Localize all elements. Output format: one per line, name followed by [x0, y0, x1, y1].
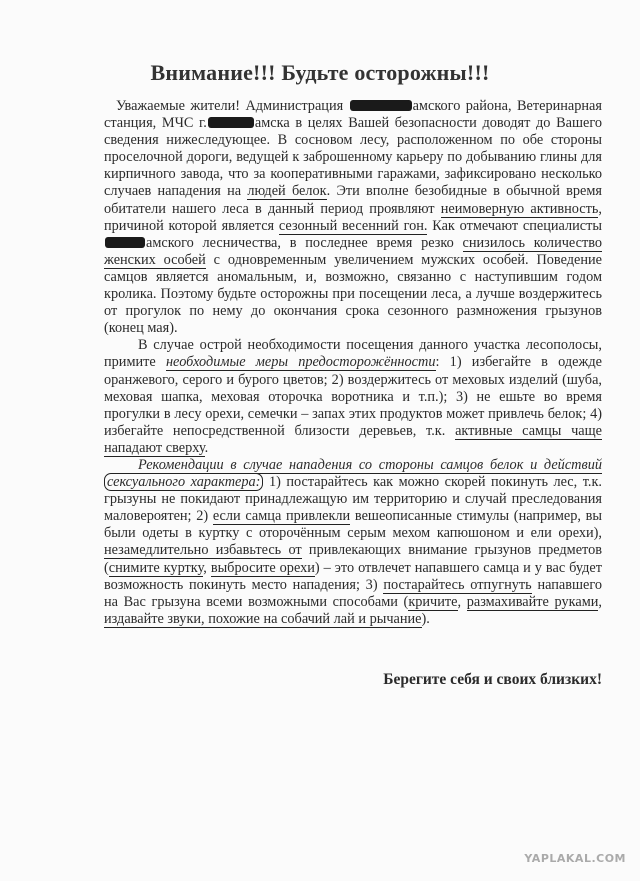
paragraph-3 [104, 457, 602, 628]
underlined-text: сезонный весенний гон. [278, 217, 428, 234]
redaction-scribble [350, 100, 412, 111]
text: вешеописанные стимулы (например, вы были одеты в куртку с оторочённым серым мехом капюшоном и ели орехи), [104, 508, 602, 542]
text: В случае острой необходимости посещения данного участка лесополосы, примите [104, 337, 602, 371]
underlined-text: снизилось количество женских особей [104, 234, 603, 268]
text: . [204, 439, 209, 456]
underlined-text: если самца привлекли [212, 508, 351, 525]
notice-body [104, 98, 602, 628]
underlined-text: выбросите орехи [210, 559, 315, 576]
text: ). [421, 610, 430, 627]
text: , [457, 593, 467, 610]
text: 1) постарайтесь как можно скорей покинуть лес, т.к. грызуны не покидают принадлежащую им территорию и случай преследования маловероятен; 2) [104, 474, 602, 525]
underlined-text: снимите куртку [108, 559, 204, 576]
text: , [203, 559, 211, 576]
paragraph-1 [104, 98, 602, 337]
underlined-text: издавайте звуки, похожие на собачий лай и рычание [104, 610, 422, 627]
text: амска в целях Вашей безопасности доводят до Вашего сведения нижеследующее. В сосновом лесу, расположенном по обе стороны проселочной дороги, ведущей к заброшенному карьеру по добыванию глины для кирпичного завода, что за кооперативными гаражами, зафиксировано несколько случаев нападения на [104, 115, 602, 200]
text: Уважаемые жители! Администрация [116, 98, 349, 114]
text: с одновременным увеличением мужских особей. Поведение самцов является аномальным, и, возможно, связанно с наступившим годом кролика. Поэтому будьте осторожны при посещении леса, а лучше воздержитесь от прогулок по нему до окончания срока сезонного размножения грызунов (конец мая). [104, 251, 603, 337]
text: амского лесничества, в последнее время резко [146, 234, 463, 251]
text: ) – это отвлечет напавшего самца и у вас будет возможность покинуть место нападения; 3) [104, 559, 603, 593]
underlined-italic-text: необходимые меры предосторожённости [165, 354, 436, 371]
text: , причиной которой является [104, 200, 602, 234]
underlined-text: активные самцы чаще нападают сверху [104, 422, 602, 456]
underlined-text: кричите [408, 593, 458, 610]
underlined-text: неимоверную активность [440, 200, 599, 217]
underlined-text: людей белок [247, 183, 327, 200]
underlined-text: размахивайте руками [466, 593, 599, 610]
notice-title: Внимание!!! Будьте осторожны!!! [150, 60, 490, 85]
circled-italic-text: сексуального характера: [104, 473, 263, 491]
text: Как отмечают специалисты [427, 217, 603, 234]
closing-line: Берегите себя и своих близких! [383, 671, 602, 688]
text: напавшего на Вас грызуна всеми возможными способами ( [104, 576, 603, 610]
site-watermark: YAPLAKAL.COM [524, 852, 626, 865]
text: , [598, 593, 602, 610]
underlined-text: незамедлительно избавьтесь от [104, 542, 302, 559]
redaction-scribble [105, 237, 145, 248]
paragraph-2 [104, 337, 602, 457]
text: : 1) избегайте в одежде оранжевого, серого и бурого цветов; 2) воздержитесь от меховых изделий (шуба, меховая шапка, меховая оторочка воротника и т.п.); 3) не ешьте во время прогулки в лесу орехи, семечки – запах этих продуктов может привлечь белок; 4) избегайте непосредственной близости деревьев, т.к. [104, 354, 602, 439]
text: привлекающих внимание грызунов предметов ( [104, 542, 602, 576]
underlined-text: постарайтесь отпугнуть [383, 576, 532, 593]
text: . Эти вполне безобидные в обычной время обитатели нашего леса в данный период проявляют [104, 183, 602, 217]
underlined-italic-text: Рекомендации в случае нападения со стороны самцов белок и действий [138, 456, 602, 473]
text: амского района, Ветеринарная станция, МЧС г. [104, 98, 602, 132]
redaction-scribble [208, 117, 254, 128]
